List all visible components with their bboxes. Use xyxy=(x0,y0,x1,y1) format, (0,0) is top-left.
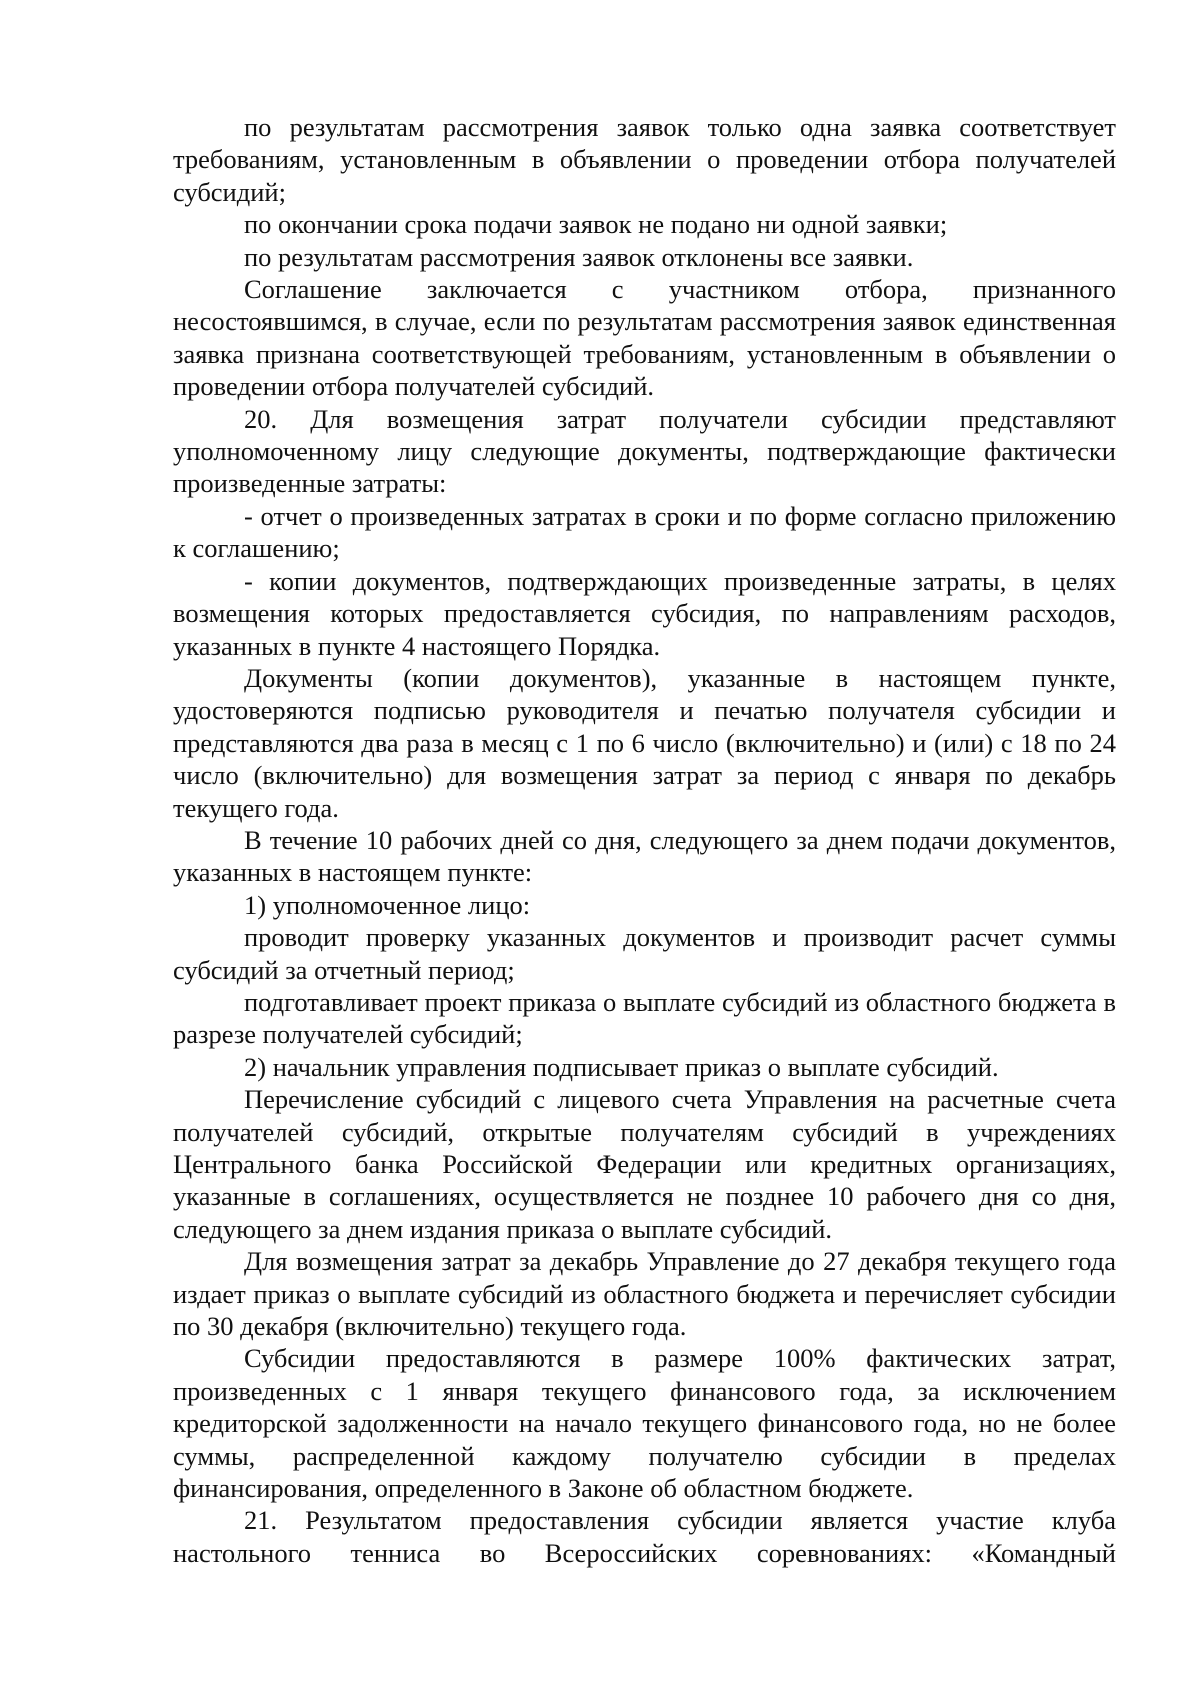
paragraph-no-applications: по окончании срока подачи заявок не подано ни одной заявки; xyxy=(244,209,948,240)
document-body xyxy=(173,111,1116,1569)
paragraph-single-application: по результатам рассмотрения заявок только одна заявка соответствует требованиям, установленным в объявлении о проведении отбора получателей субсидий; xyxy=(173,112,1116,207)
paragraph-authorized-person: 1) уполномоченное лицо: xyxy=(244,889,531,920)
paragraph-document-copies: - копии документов, подтверждающих произведенные затраты, в целях возмещения которых предоставляется субсидия, по направлениям расходов, указанных в пункте 4 настоящего Порядка. xyxy=(173,565,1116,661)
paragraph-item-20: 20. Для возмещения затрат получатели субсидии представляют уполномоченному лицу следующие документы, подтверждающие фактически произведенные затраты: xyxy=(173,403,1116,499)
paragraph-verification: проводит проверку указанных документов и производит расчет суммы субсидий за отчетный период; xyxy=(173,922,1116,985)
paragraph-transfer: Перечисление субсидий с лицевого счета Управления на расчетные счета получателей субсидий, открытые получателям субсидий в учреждениях Центрального банка Российской Федерации или кредитных организациях, указанные в соглашениях, осуществляется не позднее 10 рабочего дня со дня, следующего за днем издания приказа о выплате субсидий. xyxy=(173,1084,1116,1244)
paragraph-agreement: Соглашение заключается с участником отбора, признанного несостоявшимся, в случае, если по результатам рассмотрения заявок единственная заявка признана соответствующей требованиям, установленным в объявлении о проведении отбора получателей субсидий. xyxy=(173,274,1116,402)
paragraph-december: Для возмещения затрат за декабрь Управление до 27 декабря текущего года издает приказ о выплате субсидий из областного бюджета и перечисляет субсидии по 30 декабря (включительно) текущего года. xyxy=(173,1246,1116,1342)
paragraph-certification: Документы (копии документов), указанные в настоящем пункте, удостоверяются подписью руководителя и печатью получателя субсидии и представляются два раза в месяц с 1 по 6 число (включительно) и (или) с 18 по 24 число (включительно) для возмещения затрат за период с января по декабрь текущего года. xyxy=(173,662,1116,823)
paragraph-item-21: 21. Результатом предоставления субсидии является участие клуба настольного тенниса во Всероссийских соревнованиях: «Командный xyxy=(173,1505,1116,1568)
paragraph-head-signs: 2) начальник управления подписывает приказ о выплате субсидий. xyxy=(244,1051,999,1082)
paragraph-ten-days: В течение 10 рабочих дней со дня, следующего за днем подачи документов, указанных в настоящем пункте: xyxy=(173,824,1116,888)
paragraph-amount: Субсидии предоставляются в размере 100% фактических затрат, произведенных с 1 января текущего финансового года, за исключением кредиторской задолженности на начало текущего финансового года, но не более суммы, распределенной каждому получателю субсидии в пределах финансирования, определенного в Законе об областном бюджете. xyxy=(173,1343,1116,1504)
paragraph-all-rejected: по результатам рассмотрения заявок отклонены все заявки. xyxy=(244,241,914,272)
paragraph-report: - отчет о произведенных затратах в сроки и по форме согласно приложению к соглашению; xyxy=(173,500,1116,564)
paragraph-draft-order: подготавливает проект приказа о выплате субсидий из областного бюджета в разрезе получателей субсидий; xyxy=(173,986,1116,1050)
